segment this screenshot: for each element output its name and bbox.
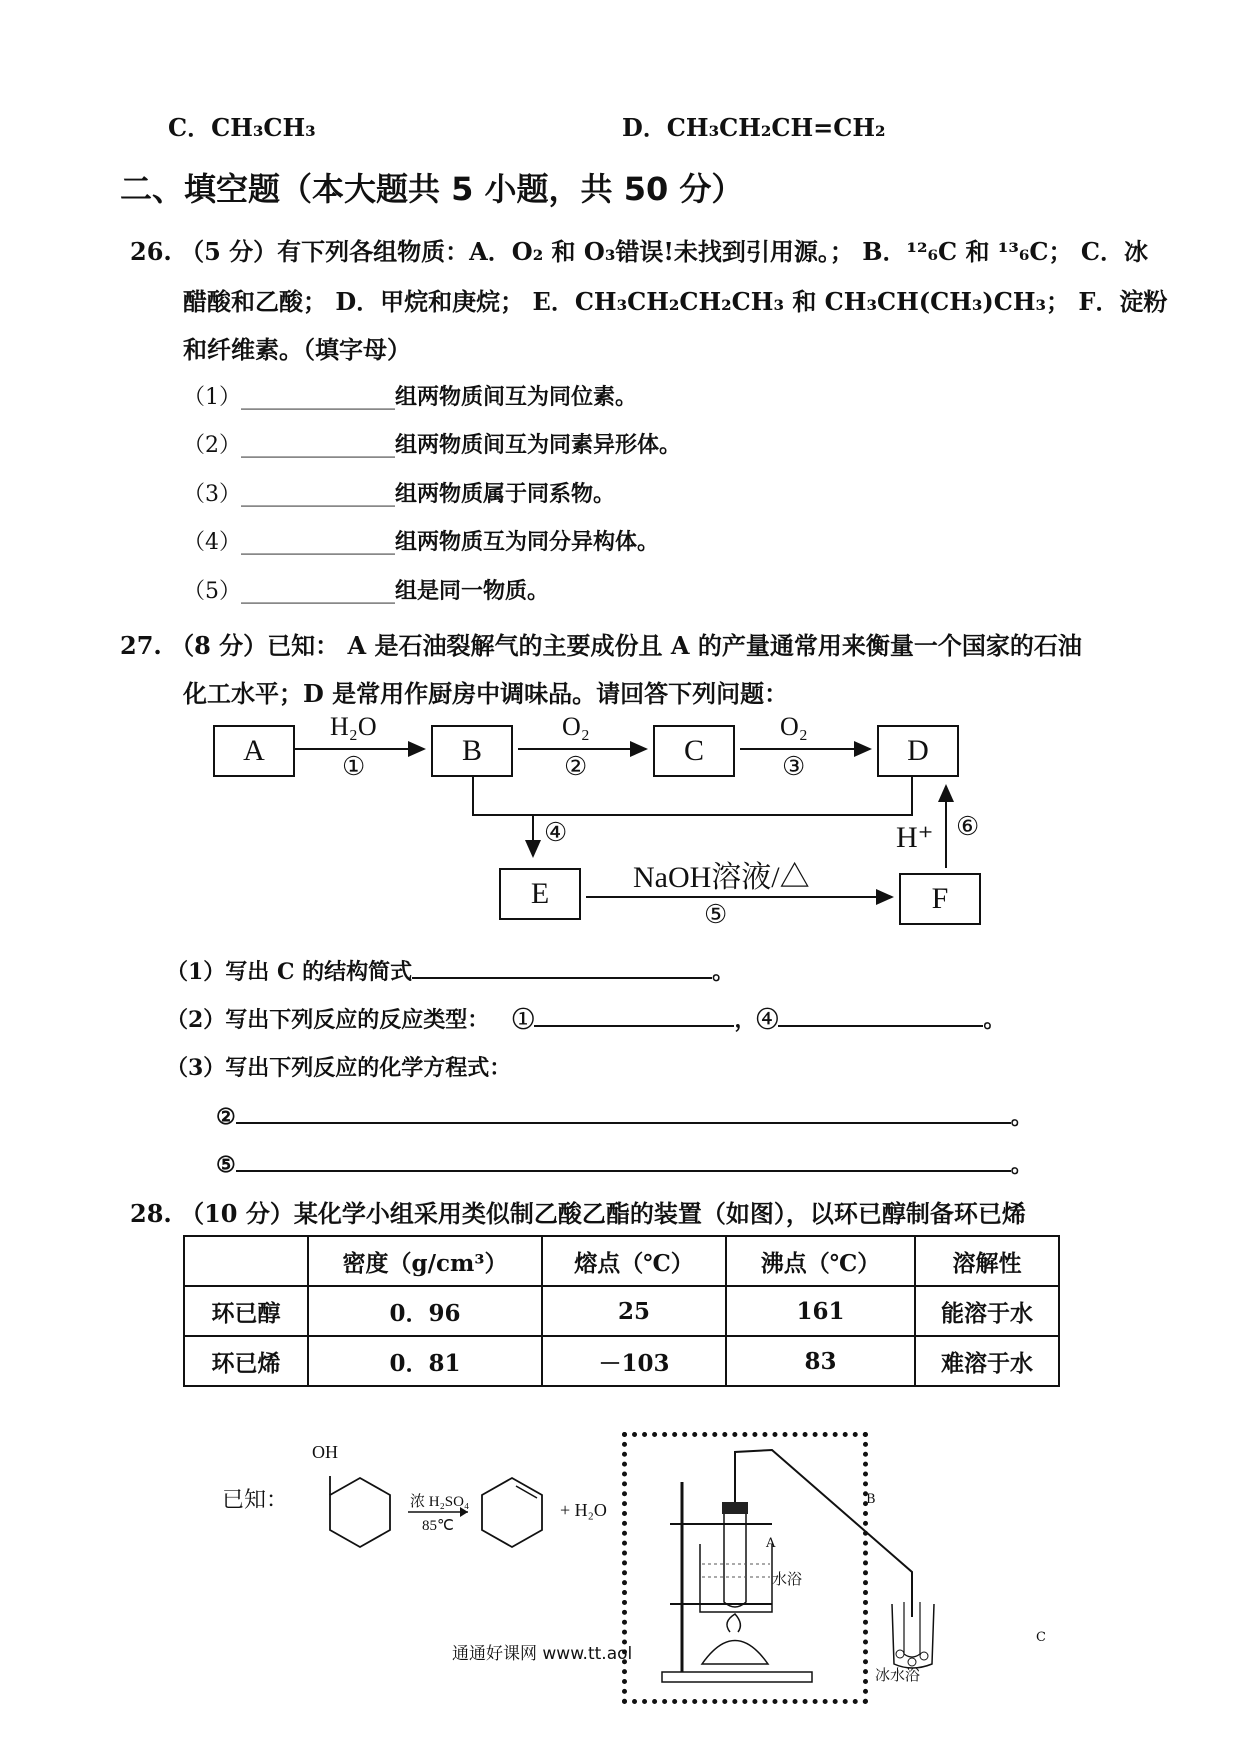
q26-line3: 和纤维素。（填字母）: [183, 335, 411, 364]
option-d: D．CH₃CH₂CH=CH₂: [622, 113, 886, 142]
q27-sub2: （2）写出下列反应的反应类型： ① ，④ 。: [166, 1003, 1005, 1034]
label-a: A: [766, 1536, 776, 1551]
node-b: B: [431, 725, 513, 777]
q26-item-2: （2）______________组两物质间互为同素异形体。: [183, 432, 682, 458]
q26-line2: 醋酸和乙酸； D．甲烷和庚烷； E．CH₃CH₂CH₂CH₃ 和 CH₃CH(CH₃)CH₃； F．淀粉: [183, 287, 1168, 316]
r1-reagent: H₂O: [330, 712, 377, 741]
label-b: B: [866, 1492, 876, 1507]
temp-label: 85℃: [422, 1518, 454, 1534]
test-tube: [724, 1514, 746, 1607]
stopper: [722, 1502, 748, 1514]
q26-line1: 26. （5 分）有下列各组物质：A．O₂ 和 O₃错误!未找到引用源。； B．¹²₆C 和 ¹³₆C； C．冰: [130, 237, 1148, 266]
table-cell: 0．96: [308, 1286, 542, 1336]
table-cell: 环已醇: [184, 1286, 308, 1336]
option-c: C．CH₃CH₃: [168, 113, 316, 142]
table-header-cell: [184, 1236, 308, 1286]
cyclohexanol-ring: [330, 1478, 390, 1547]
r5-reagent: NaOH溶液/△: [633, 861, 810, 894]
table-header-cell: 密度（g/cm³）: [308, 1236, 542, 1286]
q26-item-5: （5）______________组是同一物质。: [183, 578, 550, 604]
label-water-bath: 水浴: [772, 1570, 803, 1588]
table-cell: 环已烯: [184, 1336, 308, 1386]
node-c: C: [653, 725, 735, 777]
q27-sub2-blank-b: [778, 1003, 983, 1027]
table-cell: －103: [542, 1336, 726, 1386]
node-e: E: [499, 868, 581, 920]
table-cell: 难溶于水: [915, 1336, 1059, 1386]
section-title: 二、填空题（本大题共 5 小题，共 50 分）: [120, 170, 744, 208]
r3-reagent: O₂: [780, 712, 808, 741]
property-table: [183, 1235, 1060, 1387]
q27-sub2-blank-a: [534, 1003, 734, 1027]
double-bond: [516, 1486, 537, 1498]
q27-sub1: （1）写出 C 的结构简式 。: [166, 955, 734, 986]
acid-label: 浓 H₂SO₄: [410, 1494, 470, 1510]
table-header-row: [184, 1236, 1059, 1286]
r6-num: ⑥: [956, 812, 980, 841]
r2-reagent: O₂: [562, 712, 590, 741]
q26-item-4: （4）______________组两物质互为同分异构体。: [183, 529, 660, 555]
table-cell: 能溶于水: [915, 1286, 1059, 1336]
q27-line1: 27. （8 分）已知： A 是石油裂解气的主要成份且 A 的产量通常用来衡量一个国家的石油: [120, 631, 1082, 660]
r5-num: ⑤: [704, 900, 728, 929]
table-row: [184, 1286, 1059, 1336]
table-header-cell: 沸点（℃）: [726, 1236, 915, 1286]
r6-reagent: H⁺: [896, 821, 934, 854]
apparatus-drawing: [622, 1432, 1042, 1712]
r1-num: ①: [342, 752, 366, 781]
water-label: + H₂O: [560, 1500, 607, 1520]
table-header-cell: 溶解性: [915, 1236, 1059, 1286]
lamp: [702, 1641, 768, 1665]
footer-watermark: 通通好课网 www.tt.aol: [452, 1644, 633, 1664]
q27-sub3: （3）写出下列反应的化学方程式：: [166, 1055, 512, 1081]
beaker: [700, 1544, 772, 1612]
node-f: F: [899, 873, 981, 925]
table-cell: 161: [726, 1286, 915, 1336]
label-ice-bath: 冰水浴: [875, 1666, 921, 1684]
q27-eq5-blank: [236, 1148, 1011, 1172]
q26-item-3: （3）______________组两物质属于同系物。: [183, 481, 616, 507]
r4-num: ④: [544, 818, 568, 847]
label-c: C: [1036, 1630, 1046, 1645]
node-d: D: [877, 725, 959, 777]
q27-line2: 化工水平；D 是常用作厨房中调味品。请回答下列问题：: [183, 679, 789, 708]
table-header-cell: 熔点（℃）: [542, 1236, 726, 1286]
delivery-tube: [735, 1450, 912, 1617]
table-cell: 25: [542, 1286, 726, 1336]
r2-num: ②: [564, 752, 588, 781]
bd-connector: [473, 777, 912, 815]
flame: [727, 1614, 740, 1632]
q27-eq2-blank: [236, 1100, 1011, 1124]
table-cell: 0．81: [308, 1336, 542, 1386]
cyclohexene-ring: [482, 1478, 542, 1547]
q27-eq5: ⑤ 。: [216, 1148, 1033, 1179]
r3-num: ③: [782, 752, 806, 781]
table-cell: 83: [726, 1336, 915, 1386]
stand-base: [662, 1672, 812, 1682]
q27-sub1-blank: [412, 955, 712, 979]
q28-line1: 28. （10 分）某化学小组采用类似制乙酸乙酯的装置（如图），以环已醇制备环已烯: [130, 1199, 1026, 1228]
q26-item-1: （1）______________组两物质间互为同位素。: [183, 384, 638, 410]
node-a: A: [213, 725, 295, 777]
table-row: [184, 1336, 1059, 1386]
q27-eq2: ② 。: [216, 1100, 1033, 1131]
known-label: 已知：: [222, 1488, 289, 1513]
oh-label: OH: [312, 1442, 338, 1462]
